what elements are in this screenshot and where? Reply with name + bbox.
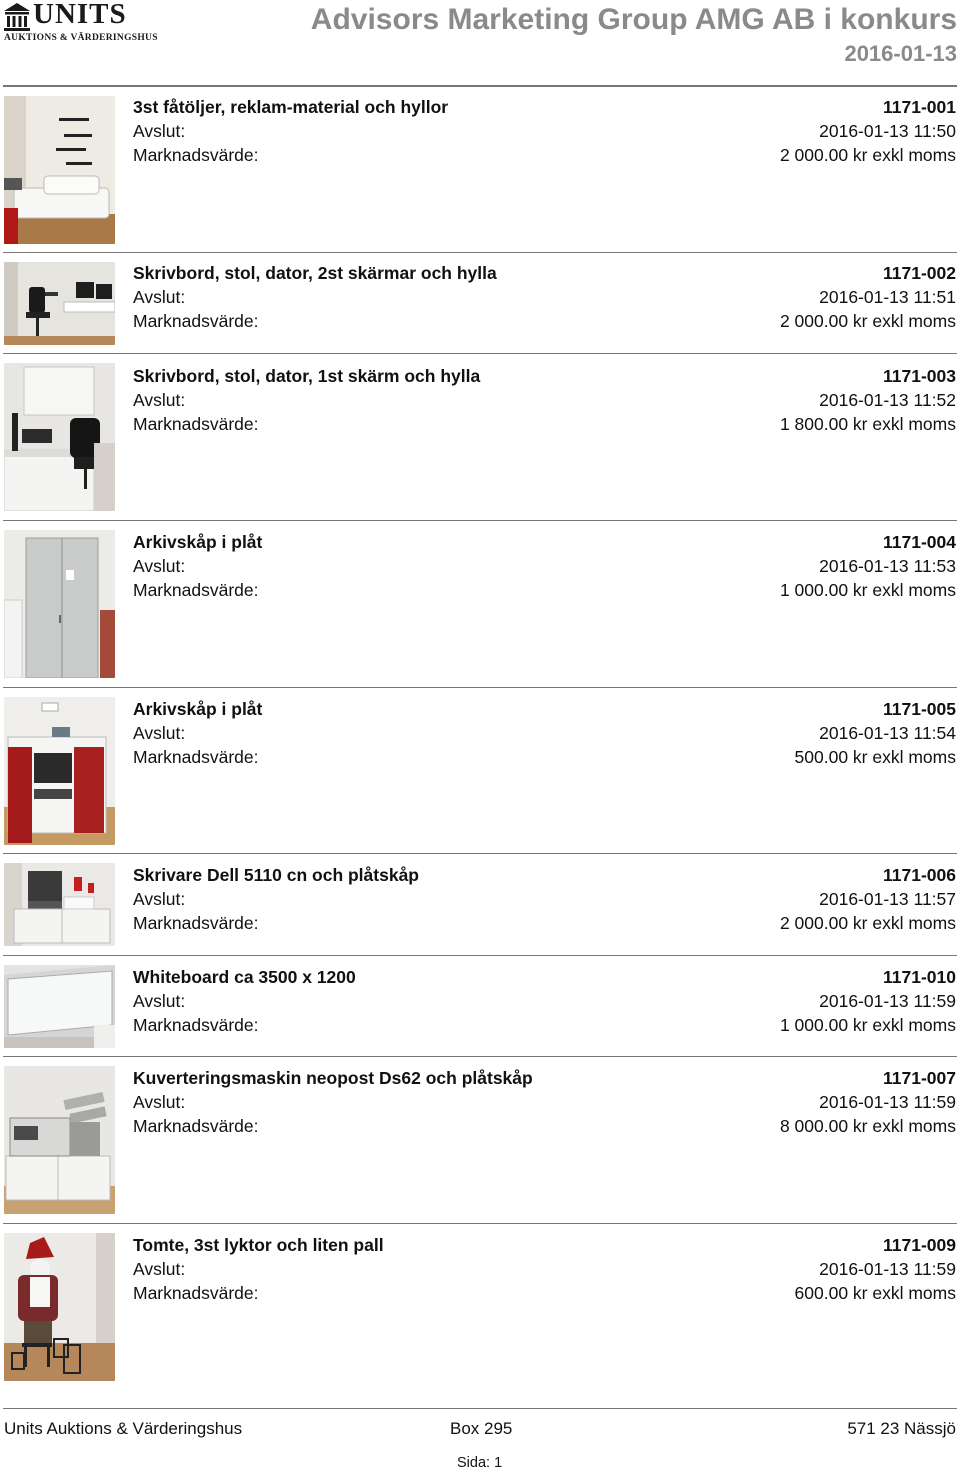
market-value: 1 800.00 kr exkl moms: [779, 414, 956, 434]
item-title: Tomte, 3st lyktor och liten pall: [133, 1235, 384, 1255]
market-value: 8 000.00 kr exkl moms: [779, 1116, 956, 1136]
photo-desk-two-monitors: [4, 262, 115, 345]
lot-item: [0, 687, 960, 853]
logo-wordmark: UNITS: [33, 0, 127, 30]
value-label: Marknadsvärde:: [133, 414, 259, 434]
value-label: Marknadsvärde:: [133, 580, 259, 600]
page-footer: [0, 1408, 960, 1471]
market-value: 1 000.00 kr exkl moms: [779, 1015, 956, 1035]
item-divider: [3, 86, 957, 87]
lot-number: 1171-006: [883, 865, 956, 885]
end-label: Avslut:: [133, 991, 186, 1011]
end-time: 2016-01-13 11:59: [819, 1259, 956, 1279]
lot-number: 1171-002: [883, 263, 956, 283]
end-time: 2016-01-13 11:53: [819, 556, 956, 576]
item-photo[interactable]: [4, 1233, 115, 1381]
photo-tall-cabinet: [4, 530, 115, 678]
photo-santa-lanterns: [4, 1233, 115, 1381]
end-time: 2016-01-13 11:51: [819, 287, 956, 307]
end-time: 2016-01-13 11:52: [819, 390, 956, 410]
photo-low-cabinet: [4, 697, 115, 845]
page-number: Sida: 1: [457, 1455, 503, 1471]
logo-subtitle: AUKTIONS & VÄRDERINGSHUS: [4, 33, 158, 43]
item-divider: [3, 853, 957, 854]
item-divider: [3, 1056, 957, 1057]
item-divider: [3, 252, 957, 253]
item-photo[interactable]: [4, 530, 115, 678]
market-value: 1 000.00 kr exkl moms: [779, 580, 956, 600]
footer-box: Box 295: [450, 1419, 513, 1438]
end-label: Avslut:: [133, 1092, 186, 1112]
end-label: Avslut:: [133, 390, 186, 410]
item-photo[interactable]: [4, 1066, 115, 1214]
item-title: Skrivare Dell 5110 cn och plåtskåp: [133, 865, 419, 885]
lot-number: 1171-007: [883, 1068, 956, 1088]
item-title: Arkivskåp i plåt: [133, 532, 263, 552]
value-label: Marknadsvärde:: [133, 1116, 259, 1136]
item-photo[interactable]: [4, 262, 115, 345]
value-label: Marknadsvärde:: [133, 747, 259, 767]
lot-item: [0, 520, 960, 687]
lot-number: 1171-005: [883, 699, 956, 719]
value-label: Marknadsvärde:: [133, 913, 259, 933]
item-photo[interactable]: [4, 965, 115, 1048]
lot-item: [0, 1223, 960, 1403]
item-photo[interactable]: [4, 363, 115, 511]
item-photo[interactable]: [4, 863, 115, 946]
item-title: Whiteboard ca 3500 x 1200: [133, 967, 356, 987]
lot-number: 1171-009: [883, 1235, 956, 1255]
footer-divider: [3, 1408, 957, 1409]
photo-desk-one-monitor: [4, 363, 115, 511]
footer-city: 571 23 Nässjö: [847, 1419, 956, 1438]
photo-printer: [4, 863, 115, 946]
item-title: 3st fåtöljer, reklam-material och hyllor: [133, 97, 449, 117]
market-value: 2 000.00 kr exkl moms: [779, 311, 956, 331]
end-label: Avslut:: [133, 287, 186, 307]
lot-item: [0, 853, 960, 955]
lot-item: [0, 353, 960, 520]
lot-number: 1171-010: [883, 967, 956, 987]
item-title: Skrivbord, stol, dator, 2st skärmar och hylla: [133, 263, 497, 283]
item-divider: [3, 955, 957, 956]
lot-number: 1171-004: [883, 532, 956, 552]
page-title: Advisors Marketing Group AMG AB i konkurs: [310, 3, 957, 36]
item-title: Kuverteringsmaskin neopost Ds62 och plåtskåp: [133, 1068, 533, 1088]
building-icon: [3, 2, 31, 32]
value-label: Marknadsvärde:: [133, 1283, 259, 1303]
item-title: Arkivskåp i plåt: [133, 699, 263, 719]
market-value: 2 000.00 kr exkl moms: [779, 145, 956, 165]
item-divider: [3, 687, 957, 688]
end-label: Avslut:: [133, 121, 186, 141]
photo-whiteboard: [4, 965, 115, 1048]
end-time: 2016-01-13 11:57: [819, 889, 956, 909]
end-time: 2016-01-13 11:54: [819, 723, 956, 743]
value-label: Marknadsvärde:: [133, 311, 259, 331]
item-divider: [3, 520, 957, 521]
lot-item: [0, 252, 960, 353]
market-value: 500.00 kr exkl moms: [794, 747, 956, 767]
lot-item: [0, 1056, 960, 1223]
lot-item: [0, 86, 960, 252]
item-photo[interactable]: [4, 96, 115, 244]
lot-number: 1171-001: [883, 97, 956, 117]
market-value: 2 000.00 kr exkl moms: [779, 913, 956, 933]
end-label: Avslut:: [133, 723, 186, 743]
photo-envelope-machine: [4, 1066, 115, 1214]
item-divider: [3, 1223, 957, 1224]
page-header: [0, 0, 960, 86]
end-time: 2016-01-13 11:59: [819, 1092, 956, 1112]
lot-number: 1171-003: [883, 366, 956, 386]
units-logo: [3, 0, 163, 48]
item-title: Skrivbord, stol, dator, 1st skärm och hylla: [133, 366, 481, 386]
end-label: Avslut:: [133, 889, 186, 909]
page-date: 2016-01-13: [844, 41, 957, 66]
end-time: 2016-01-13 11:50: [819, 121, 956, 141]
end-label: Avslut:: [133, 556, 186, 576]
lot-item: [0, 955, 960, 1056]
value-label: Marknadsvärde:: [133, 145, 259, 165]
photo-armchairs-shelves: [4, 96, 115, 244]
item-divider: [3, 353, 957, 354]
end-time: 2016-01-13 11:59: [819, 991, 956, 1011]
footer-company: Units Auktions & Värderingshus: [4, 1419, 243, 1438]
value-label: Marknadsvärde:: [133, 1015, 259, 1035]
end-label: Avslut:: [133, 1259, 186, 1279]
market-value: 600.00 kr exkl moms: [794, 1283, 956, 1303]
item-photo[interactable]: [4, 697, 115, 845]
